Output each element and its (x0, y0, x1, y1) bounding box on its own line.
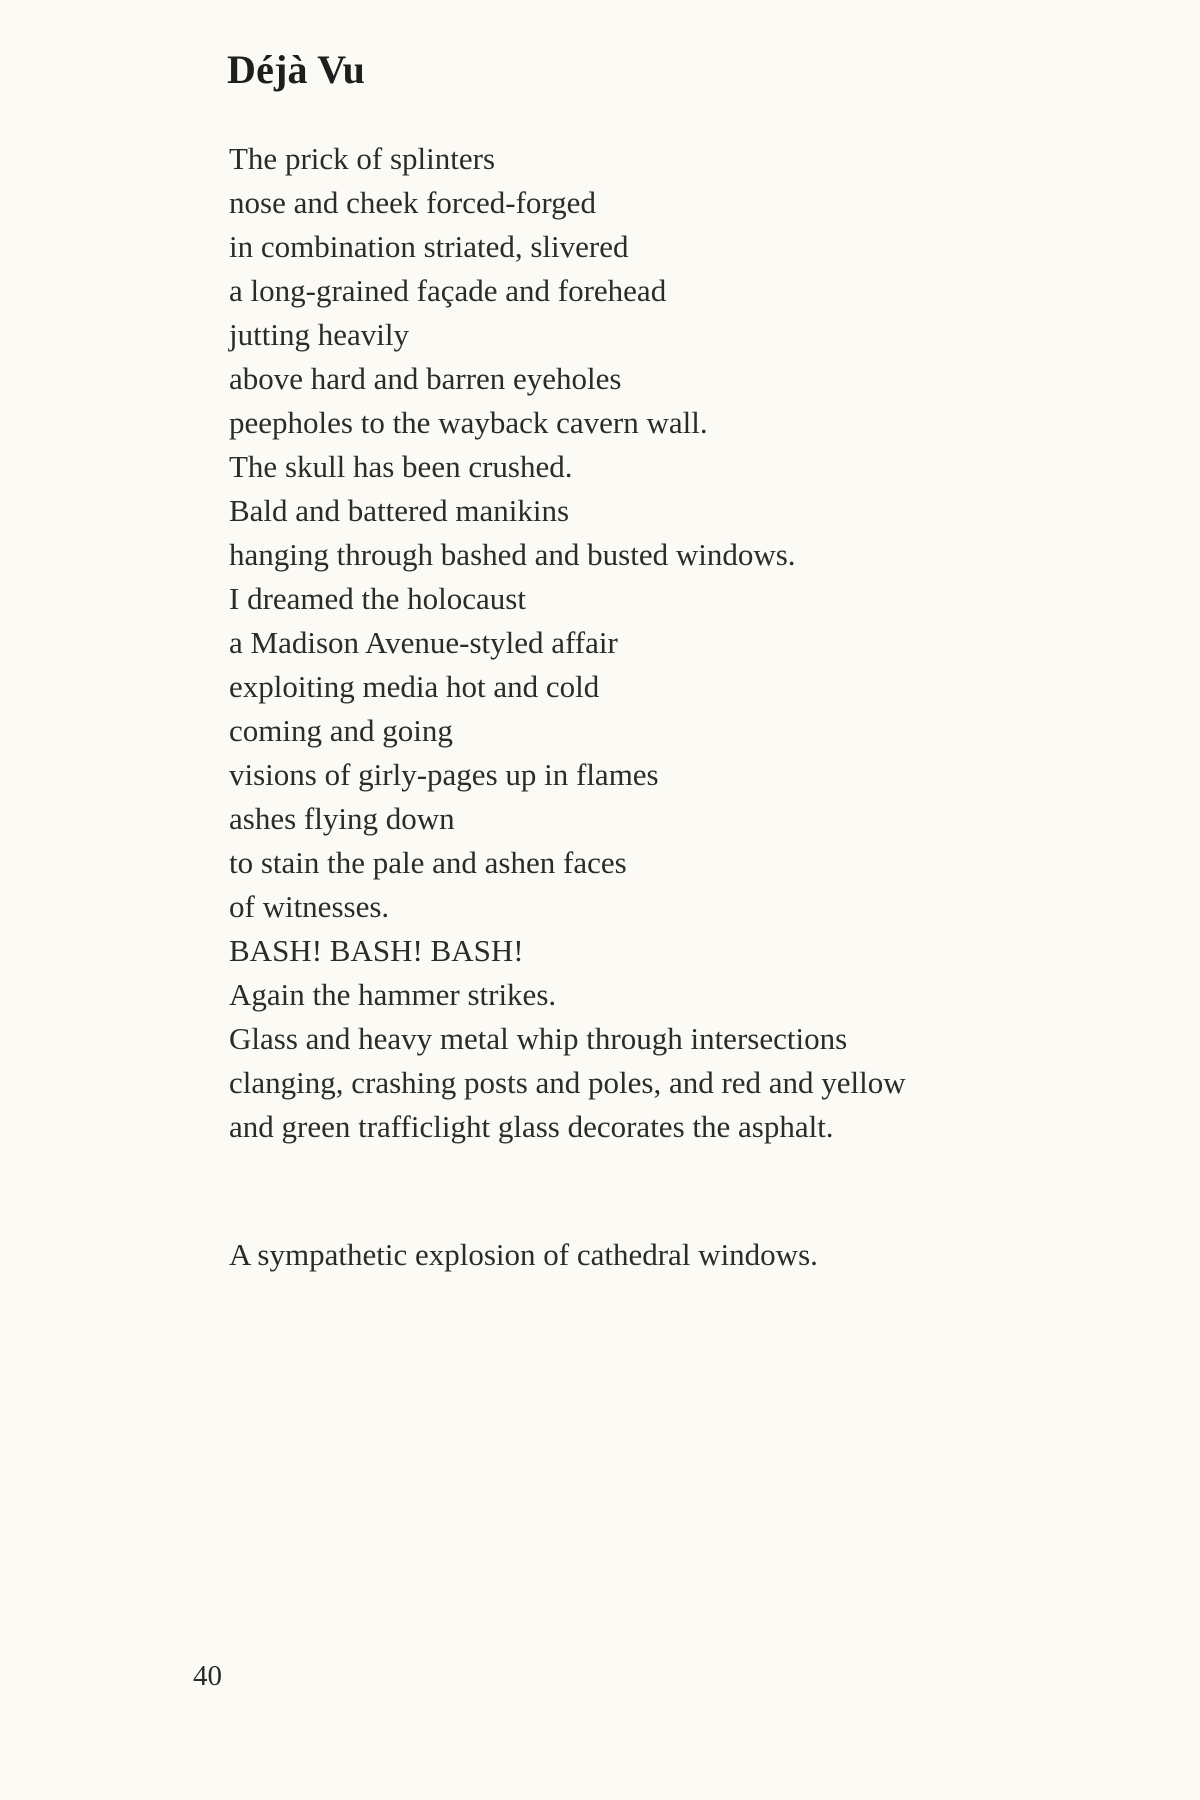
page-number: 40 (193, 1660, 222, 1692)
poem-line: clanging, crashing posts and poles, and red and yellow (229, 1065, 906, 1100)
poem-line: a long-grained façade and forehead (229, 273, 667, 308)
poem-line: exploiting media hot and cold (229, 669, 600, 704)
poem-line: of witnesses. (229, 889, 390, 924)
poem-line: I dreamed the holocaust (229, 581, 526, 616)
poem-line: jutting heavily (229, 317, 409, 352)
poem-line: Again the hammer strikes. (229, 977, 557, 1012)
poem-line: BASH! BASH! BASH! (229, 933, 524, 968)
poem-line: in combination striated, slivered (229, 229, 629, 264)
poem-line: Bald and battered manikins (229, 493, 570, 528)
poem-line: A sympathetic explosion of cathedral windows. (229, 1237, 818, 1272)
poem-stanza-2 (229, 1233, 818, 1277)
poem-line: visions of girly-pages up in flames (229, 757, 659, 792)
poem-line: coming and going (229, 713, 453, 748)
poem-line: The prick of splinters (229, 141, 496, 176)
poem-stanza-1 (229, 137, 906, 1149)
poem-line: ashes flying down (229, 801, 455, 836)
poem-line: and green trafficlight glass decorates the asphalt. (229, 1109, 834, 1144)
poem-line: hanging through bashed and busted windows. (229, 537, 796, 572)
poem-title: Déjà Vu (227, 47, 366, 92)
poem-line: nose and cheek forced-forged (229, 185, 596, 220)
poem-line: to stain the pale and ashen faces (229, 845, 627, 880)
poem-line: peepholes to the wayback cavern wall. (229, 405, 708, 440)
poem-line: a Madison Avenue-styled affair (229, 625, 618, 660)
poem-line: above hard and barren eyeholes (229, 361, 622, 396)
poem-line: Glass and heavy metal whip through intersections (229, 1021, 848, 1056)
poem-line: The skull has been crushed. (229, 449, 573, 484)
